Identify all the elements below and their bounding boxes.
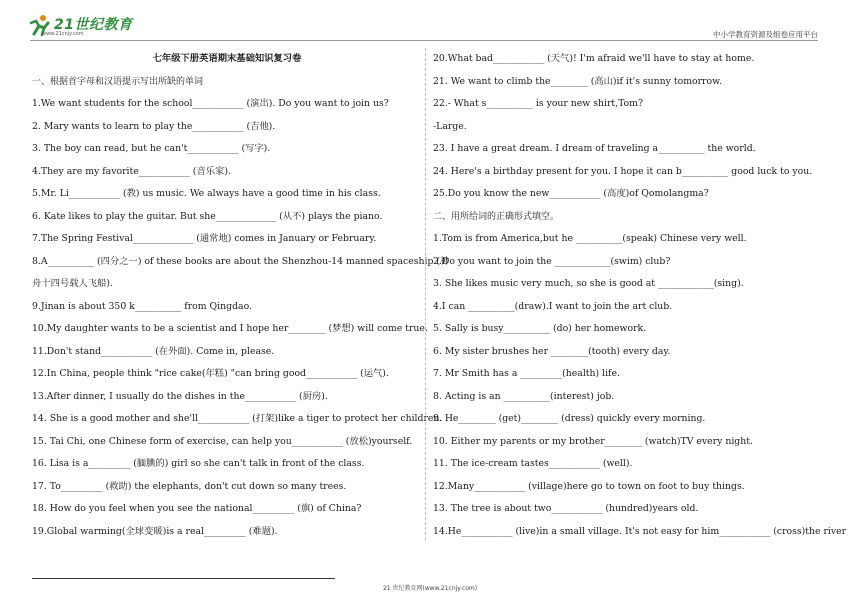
question-line: 20.What bad___________ (天气)! I'm afraid we'll have to stay at home. (433, 53, 755, 64)
page-header (0, 0, 860, 46)
question-line: 7.The Spring Festival_____________ (通常地) comes in January or February. (32, 233, 377, 244)
question-line: 18. How do you feel when you see the national_________ (旗) of China? (32, 503, 362, 514)
header-divider (30, 40, 818, 41)
question-line: 10.My daughter wants to be a scientist and I hope her________ (梦想) will come true. (32, 323, 428, 334)
logo-text: 21世纪教育 (54, 17, 133, 33)
question-line: 15. Tai Chi, one Chinese form of exercise, can help you___________ (放松)yourself. (32, 435, 413, 447)
question-line: 7. Mr Smith has a _________(health) life. (433, 368, 620, 379)
right-column (433, 48, 847, 543)
question-line: 4.I can __________(draw).I want to join the art club. (433, 300, 673, 312)
question-line: 24. Here's a birthday present for you. I hope it can b__________ good luck to you. (433, 165, 813, 177)
question-line: 3. She likes music very much, so she is good at ____________(sing). (433, 278, 744, 289)
question-line: 16. Lisa is a_________ (腼腆的) girl so she can't talk in front of the class. (32, 458, 365, 469)
page-footer: 21 世纪教育网(www.21cnjy.com) (382, 585, 478, 592)
question-line: 4.They are my favorite___________ (音乐家). (32, 165, 231, 177)
question-line: -Large. (433, 120, 467, 132)
question-line: 8. Acting is an __________(interest) job. (433, 390, 615, 402)
question-line: 3. The boy can read, but he can't___________ (写字). (32, 143, 271, 154)
question-line: 舟十四号载人飞船). (32, 278, 113, 289)
question-line: 1.We want students for the school___________ (演出). Do you want to join us? (32, 98, 389, 109)
question-line: 6. Kate likes to play the guitar. But she_____________ (从不) plays the piano. (32, 210, 383, 222)
question-line: 23. I have a great dream. I dream of traveling a__________ the world. (433, 143, 756, 154)
question-line: 14.He___________ (live)in a small village. It's not easy for him___________ (cross)the river (433, 525, 847, 537)
section-heading: 二、用所给词的正确形式填空。 (433, 211, 560, 222)
question-line: 1.Tom is from America,but he __________(speak) Chinese very well. (433, 233, 747, 244)
column-divider (425, 48, 426, 540)
question-line: 6. My sister brushes her ________(tooth) every day. (433, 345, 671, 357)
question-line: 12.Many___________ (village)here go to town on foot to buy things. (433, 480, 745, 492)
question-line: 8.A__________ (四分之一) of these books are about the Shenzhou-14 manned spaceship (神 (32, 255, 450, 267)
question-line: 13. The tree is about two___________ (hundred)years old. (433, 503, 699, 514)
question-line: 22.- What s__________ is your new shirt,Tom? (433, 98, 643, 109)
platform-name: 中小学教育资源及组卷应用平台 (713, 30, 818, 39)
page-title: 七年级下册英语期末基础知识复习卷 (152, 53, 302, 64)
question-line: 17. To_________ (救助) the elephants, don't cut down so many trees. (32, 480, 347, 492)
question-line: 19.Global warming(全球变暖)is a real_________ (难题). (32, 525, 278, 537)
footer-divider (32, 578, 335, 579)
question-line: 14. She is a good mother and she'll___________ (打架)like a tiger to protect her children. (32, 413, 443, 424)
question-line: 9.Jinan is about 350 k__________ from Qingdao. (32, 300, 252, 312)
question-line: 11. The ice-cream tastes___________ (well). (433, 458, 633, 469)
question-line: 5.Mr. Li___________ (教) us music. We always have a good time in his class. (32, 188, 381, 199)
question-line: 2. Mary wants to learn to play the___________ (吉他). (32, 120, 276, 132)
question-line: 10. Either my parents or my brother________ (watch)TV every night. (433, 435, 753, 447)
question-line: 13.After dinner, I usually do the dishes in the___________ (厨房). (32, 390, 328, 402)
question-line: 2.Do you want to join the ____________(swim) club? (433, 255, 671, 267)
section-heading: 一、根据首字母和汉语提示写出所缺的单词 (32, 76, 204, 87)
question-line: 25.Do you know the new___________ (高度)of Qomolangma? (433, 188, 709, 199)
question-line: 21. We want to climb the________ (高山)if it's sunny tomorrow. (433, 75, 722, 87)
question-line: 11.Don't stand___________ (在外面). Come in, please. (32, 345, 275, 357)
question-line: 5. Sally is busy__________ (do) her homework. (433, 323, 647, 334)
question-line: 9. He________ (get)________ (dress) quickly every morning. (433, 413, 706, 424)
site-logo (28, 14, 138, 40)
question-line: 12.In China, people think "rice cake(年糕) "can bring good___________ (运气). (32, 368, 389, 379)
logo-url: www.21cnjy.com (42, 31, 84, 37)
